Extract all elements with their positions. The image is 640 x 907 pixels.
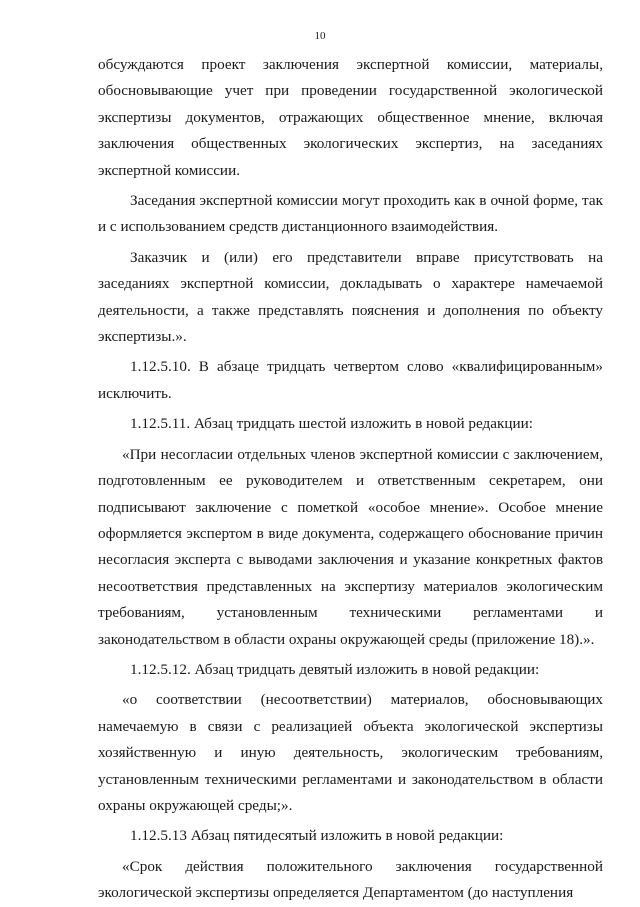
paragraph-continuation: обсуждаются проект заключения экспертной комиссии, материалы, обосновывающие учет при проведении государственной экологической экспертизы документов, отражающих общественное мнение, включая заключения общественных экологических экспертиз, на заседаниях экспертной комиссии.	[98, 56, 603, 179]
document-body	[98, 52, 603, 907]
quote-dissenting-opinion: «При несогласии отдельных членов экспертной комиссии с заключением, подготовленным ее руководителем и ответственным секретарем, они подписывают заключение с пометкой «особое мнение». Особое мнение оформляется экспертом в виде документа, содержащего обоснование причин несогласия эксперта с выводами заключения и указание конкретных фактов несоответствия представленных на экспертизу материалов экологическим требованиям, установленным техническими регламентами и законодательством в области охраны окружающей среды (приложение 18).».	[98, 445, 603, 648]
paragraph-meeting-format: Заседания экспертной комиссии могут проходить как в очной форме, так и с использованием средств дистанционного взаимодействия.	[98, 192, 603, 236]
clause-1-12-5-13: 1.12.5.13 Абзац пятидесятый изложить в новой редакции:	[130, 827, 504, 845]
quote-compliance: «о соответствии (несоответствии) материалов, обосновывающих намечаемую в связи с реализацией объекта экологической экспертизы хозяйственную и иную деятельность, экологическим требованиям, установленным техническими регламентами и законодательством в области охраны окружающей среды;».	[98, 691, 603, 814]
quote-validity-period: «Срок действия положительного заключения государственной экологической экспертизы определяется Департаментом (до наступления	[98, 857, 603, 902]
clause-1-12-5-10: 1.12.5.10. В абзаце тридцать четвертом слово «квалифицированным» исключить.	[98, 358, 603, 402]
clause-1-12-5-12: 1.12.5.12. Абзац тридцать девятый изложить в новой редакции:	[130, 660, 540, 678]
clause-1-12-5-11: 1.12.5.11. Абзац тридцать шестой изложить в новой редакции:	[130, 415, 533, 433]
paragraph-customer-rights: Заказчик и (или) его представители вправе присутствовать на заседаниях экспертной комиссии, докладывать о характере намечаемой деятельности, а также представлять пояснения и дополнения по объекту экспертизы.».	[98, 248, 603, 346]
page-number: 10	[314, 30, 326, 42]
